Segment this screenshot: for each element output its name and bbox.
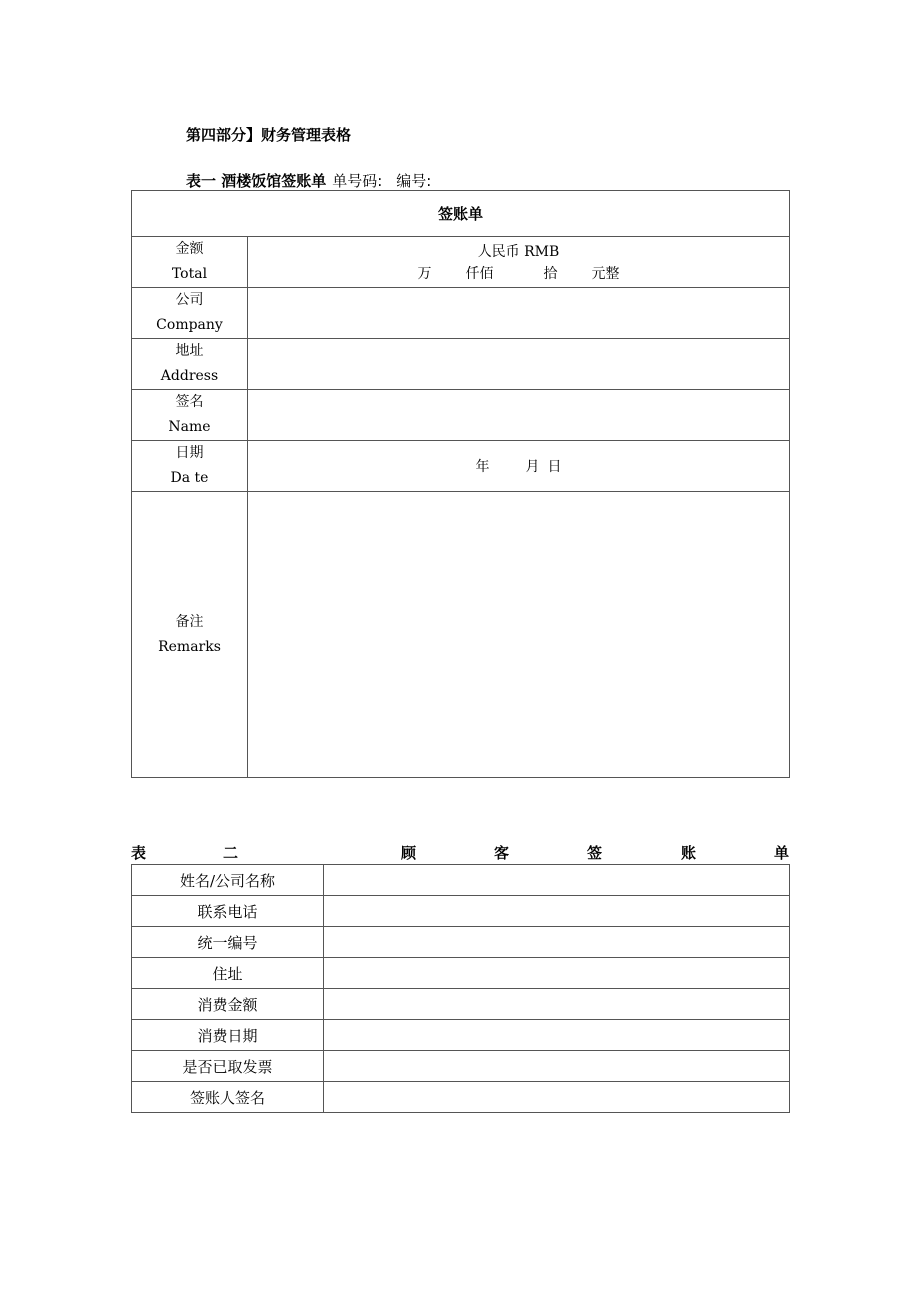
table-row [132,896,790,927]
invoice-taken-value[interactable] [324,1051,790,1082]
unit-shi: 拾 [543,266,558,282]
date-day: 日 [547,459,562,475]
company-label [132,288,248,339]
table2-caption-char: 单 [774,844,790,862]
table1-caption-number: 单号码: [332,172,383,190]
table2-caption-char: 表 [131,844,147,862]
amount-units [248,263,789,283]
total-value-cell[interactable] [248,237,790,288]
table2-caption-char: 签 [587,844,603,862]
total-label [132,237,248,288]
unit-yuan: 元整 [591,266,620,282]
company-value-cell[interactable] [248,288,790,339]
sign-bill-title: 签账单 [132,191,790,237]
name-label-en: Name [168,419,211,435]
table2-caption-char: 顾 [401,844,417,862]
total-label-cn: 金额 [175,241,204,257]
consumption-amount-label: 消费金额 [132,989,324,1020]
phone-label: 联系电话 [132,896,324,927]
table1-caption-code: 编号: [396,172,432,190]
remarks-value-cell[interactable] [248,492,790,778]
invoice-taken-label: 是否已取发票 [132,1051,324,1082]
table-row [132,865,790,896]
signer-signature-label: 签账人签名 [132,1082,324,1113]
customer-name-value[interactable] [324,865,790,896]
tax-id-label: 统一编号 [132,927,324,958]
table1-caption [186,170,431,191]
table-row [132,958,790,989]
table-row [132,1020,790,1051]
consumption-date-value[interactable] [324,1020,790,1051]
name-label [132,390,248,441]
unit-wan: 万 [417,266,432,282]
date-value-cell[interactable] [248,441,790,492]
customer-name-label: 姓名/公司名称 [132,865,324,896]
date-year: 年 [475,459,490,475]
table-row [132,989,790,1020]
address-value-cell[interactable] [248,339,790,390]
address-label-cn: 地址 [175,343,204,359]
table-row [132,927,790,958]
remarks-label-cn: 备注 [175,613,204,630]
company-label-cn: 公司 [175,292,204,308]
residence-label: 住址 [132,958,324,989]
name-label-cn: 签名 [175,394,204,410]
date-month: 月 [525,459,540,475]
name-value-cell[interactable] [248,390,790,441]
date-label-cn: 日期 [175,445,204,461]
remarks-label [132,492,248,778]
unit-qianbai: 仟佰 [465,266,494,282]
address-label-en: Address [160,368,219,384]
tax-id-value[interactable] [324,927,790,958]
phone-value[interactable] [324,896,790,927]
table2-caption-char: 客 [494,844,510,862]
table1-caption-title: 表一 酒楼饭馆签账单 [186,172,327,190]
date-label-en: Da te [170,470,209,486]
date-label [132,441,248,492]
table-row [132,1051,790,1082]
table2-caption-char: 二 [223,844,239,862]
remarks-label-en: Remarks [158,638,221,655]
table2-caption-char: 账 [681,844,697,862]
currency-label: 人民币 RMB [477,244,560,260]
page-heading: 第四部分】财务管理表格 [186,126,352,144]
sign-bill-table [131,190,790,778]
total-label-en: Total [171,266,208,282]
residence-value[interactable] [324,958,790,989]
consumption-date-label: 消费日期 [132,1020,324,1051]
customer-sign-table [131,864,790,1113]
company-label-en: Company [156,317,223,333]
address-label [132,339,248,390]
consumption-amount-value[interactable] [324,989,790,1020]
table2-caption [131,842,790,864]
signer-signature-value[interactable] [324,1082,790,1113]
table-row [132,1082,790,1113]
